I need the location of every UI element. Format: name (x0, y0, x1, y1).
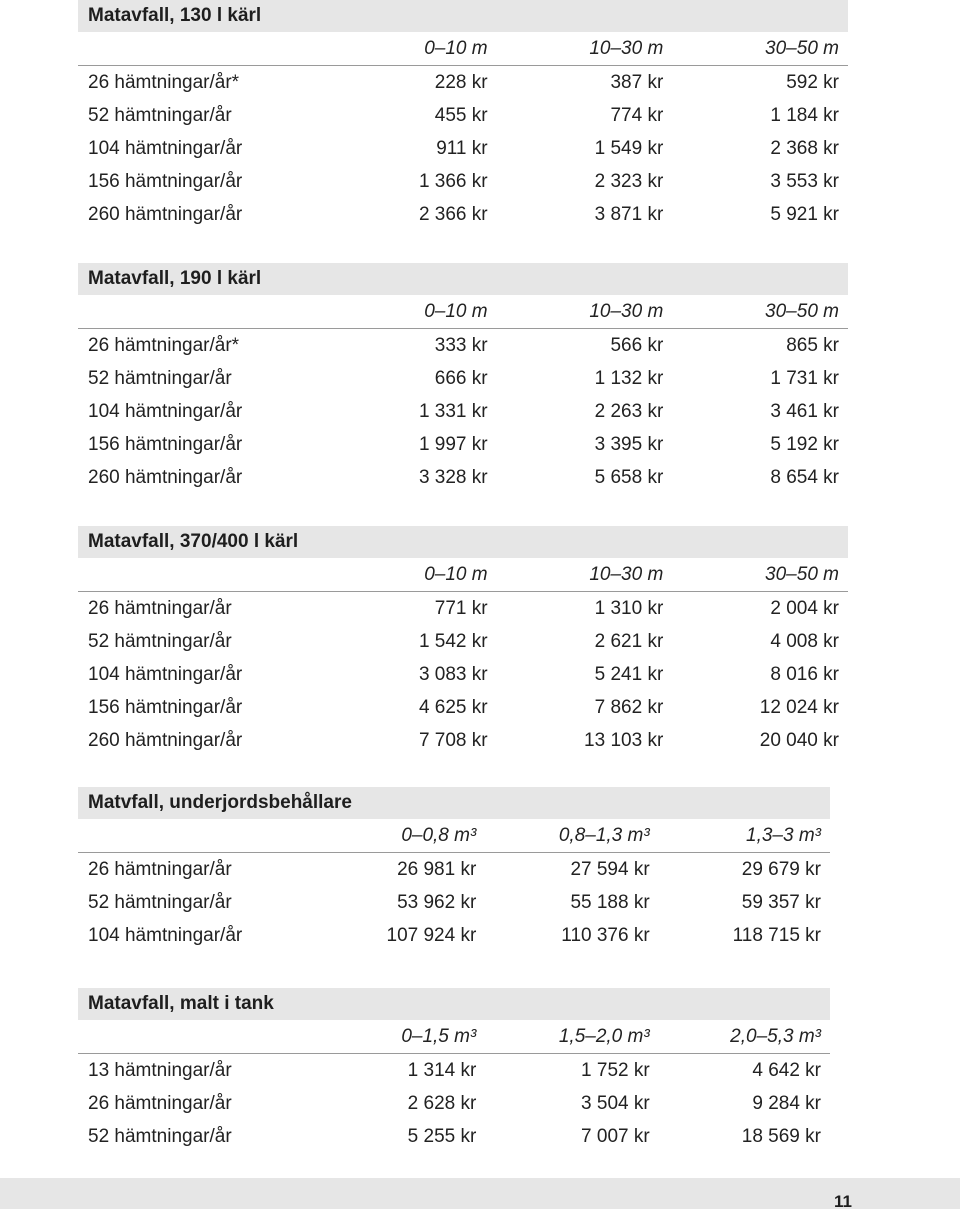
column-header: 0–10 m (424, 300, 488, 322)
price-cell: 118 715 kr (732, 924, 821, 946)
row-label: 52 hämtningar/år (88, 1125, 232, 1147)
table-row (78, 198, 848, 231)
price-cell: 3 553 kr (770, 170, 839, 192)
table-row (78, 132, 848, 165)
header-row (78, 295, 848, 329)
price-cell: 774 kr (610, 104, 664, 126)
row-label: 104 hämtningar/år (88, 924, 243, 946)
column-header: 30–50 m (765, 300, 839, 322)
column-header: 30–50 m (765, 563, 839, 585)
header-row (78, 32, 848, 66)
row-label: 260 hämtningar/år (88, 203, 243, 225)
row-label: 260 hämtningar/år (88, 466, 243, 488)
section-title: Matavfall, 370/400 l kärl (78, 526, 848, 558)
column-header: 0–10 m (424, 563, 488, 585)
table-row (78, 1087, 830, 1120)
price-cell: 110 376 kr (561, 924, 650, 946)
row-label: 26 hämtningar/år (88, 597, 232, 619)
header-row (78, 819, 830, 853)
column-header: 30–50 m (765, 37, 839, 59)
row-label: 104 hämtningar/år (88, 663, 243, 685)
price-cell: 29 679 kr (741, 858, 821, 880)
price-cell: 5 241 kr (594, 663, 664, 685)
header-blank (78, 558, 342, 592)
price-cell: 1 997 kr (418, 433, 488, 455)
column-header: 0–1,5 m³ (401, 1025, 477, 1047)
row-label: 156 hämtningar/år (88, 696, 243, 718)
price-cell: 2 366 kr (418, 203, 488, 225)
price-cell: 107 924 kr (386, 924, 477, 946)
price-cell: 7 862 kr (594, 696, 664, 718)
price-cell: 5 658 kr (594, 466, 664, 488)
price-cell: 55 188 kr (570, 891, 650, 913)
row-label: 104 hämtningar/år (88, 400, 243, 422)
price-cell: 3 461 kr (770, 400, 839, 422)
price-cell: 865 kr (786, 334, 839, 356)
price-cell: 1 542 kr (418, 630, 488, 652)
table-row (78, 395, 848, 428)
table-row (78, 165, 848, 198)
price-cell: 26 981 kr (397, 858, 477, 880)
header-blank (78, 32, 342, 66)
section-title: Matavfall, 190 l kärl (78, 263, 848, 295)
row-label: 13 hämtningar/år (88, 1059, 232, 1081)
row-label: 52 hämtningar/år (88, 104, 232, 126)
price-cell: 3 395 kr (594, 433, 664, 455)
price-cell: 333 kr (434, 334, 488, 356)
price-cell: 228 kr (434, 71, 488, 93)
price-cell: 59 357 kr (741, 891, 821, 913)
row-label: 26 hämtningar/år* (88, 71, 240, 93)
table-row (78, 66, 848, 100)
table-row (78, 1054, 830, 1088)
row-label: 156 hämtningar/år (88, 170, 243, 192)
column-header: 0–0,8 m³ (401, 824, 477, 846)
price-cell: 1 314 kr (407, 1059, 477, 1081)
table-row (78, 592, 848, 626)
price-cell: 18 569 kr (741, 1125, 821, 1147)
column-header: 10–30 m (589, 300, 664, 322)
price-cell: 20 040 kr (759, 729, 839, 751)
price-cell: 1 184 kr (770, 104, 839, 126)
table-row (78, 1120, 830, 1153)
price-section (78, 526, 848, 757)
table-row (78, 461, 848, 494)
price-cell: 13 103 kr (584, 729, 664, 751)
column-header: 0–10 m (424, 37, 488, 59)
header-blank (78, 295, 342, 329)
price-cell: 2 368 kr (770, 137, 839, 159)
table-row (78, 362, 848, 395)
price-cell: 27 594 kr (570, 858, 650, 880)
price-table (78, 295, 848, 494)
price-cell: 8 016 kr (770, 663, 839, 685)
column-header: 2,0–5,3 m³ (730, 1025, 821, 1047)
price-cell: 3 328 kr (418, 466, 488, 488)
column-header: 0,8–1,3 m³ (558, 824, 650, 846)
header-blank (78, 1020, 319, 1054)
table-row (78, 919, 830, 952)
row-label: 26 hämtningar/år (88, 858, 232, 880)
table-row (78, 886, 830, 919)
column-header: 10–30 m (589, 563, 664, 585)
price-cell: 3 871 kr (594, 203, 664, 225)
price-cell: 3 504 kr (581, 1092, 650, 1114)
price-cell: 9 284 kr (752, 1092, 821, 1114)
price-cell: 387 kr (610, 71, 664, 93)
row-label: 52 hämtningar/år (88, 630, 232, 652)
price-cell: 7 007 kr (581, 1125, 650, 1147)
price-cell: 2 323 kr (594, 170, 664, 192)
row-label: 104 hämtningar/år (88, 137, 243, 159)
row-label: 26 hämtningar/år* (88, 334, 240, 356)
price-cell: 666 kr (434, 367, 488, 389)
price-cell: 2 628 kr (407, 1092, 477, 1114)
price-table (78, 32, 848, 231)
table-row (78, 329, 848, 363)
table-row (78, 625, 848, 658)
price-cell: 4 642 kr (752, 1059, 821, 1081)
price-cell: 1 752 kr (581, 1059, 650, 1081)
section-title: Matavfall, 130 l kärl (78, 0, 848, 32)
price-cell: 1 331 kr (418, 400, 488, 422)
price-cell: 771 kr (434, 597, 488, 619)
table-row (78, 724, 848, 757)
price-cell: 1 549 kr (594, 137, 664, 159)
price-cell: 8 654 kr (770, 466, 839, 488)
price-cell: 592 kr (786, 71, 839, 93)
column-header: 10–30 m (589, 37, 664, 59)
table-row (78, 691, 848, 724)
price-section (78, 787, 830, 952)
price-section (78, 0, 848, 231)
price-cell: 3 083 kr (418, 663, 488, 685)
table-row (78, 428, 848, 461)
column-header: 1,3–3 m³ (746, 824, 821, 846)
price-table (78, 558, 848, 757)
footer-bar (0, 1178, 960, 1209)
price-cell: 5 192 kr (770, 433, 839, 455)
header-row (78, 558, 848, 592)
column-header: 1,5–2,0 m³ (558, 1025, 650, 1047)
price-cell: 1 132 kr (594, 367, 664, 389)
price-cell: 4 625 kr (418, 696, 488, 718)
table-row (78, 853, 830, 887)
price-cell: 566 kr (610, 334, 664, 356)
price-cell: 911 kr (436, 137, 488, 159)
price-section (78, 263, 848, 494)
price-cell: 4 008 kr (770, 630, 839, 652)
price-cell: 2 263 kr (594, 400, 664, 422)
row-label: 52 hämtningar/år (88, 891, 232, 913)
table-row (78, 99, 848, 132)
price-cell: 53 962 kr (397, 891, 477, 913)
price-cell: 5 255 kr (407, 1125, 477, 1147)
price-cell: 7 708 kr (418, 729, 488, 751)
section-title: Matavfall, malt i tank (78, 988, 830, 1020)
row-label: 260 hämtningar/år (88, 729, 243, 751)
row-label: 26 hämtningar/år (88, 1092, 232, 1114)
price-cell: 12 024 kr (759, 696, 839, 718)
price-cell: 5 921 kr (770, 203, 839, 225)
price-cell: 1 310 kr (594, 597, 664, 619)
header-blank (78, 819, 319, 853)
price-section (78, 988, 830, 1153)
page-number: 11 (834, 1192, 852, 1211)
row-label: 52 hämtningar/år (88, 367, 232, 389)
price-cell: 1 366 kr (418, 170, 488, 192)
price-table (78, 819, 830, 952)
table-row (78, 658, 848, 691)
price-cell: 2 004 kr (770, 597, 839, 619)
header-row (78, 1020, 830, 1054)
price-table (78, 1020, 830, 1153)
price-cell: 455 kr (434, 104, 488, 126)
price-cell: 1 731 kr (770, 367, 839, 389)
row-label: 156 hämtningar/år (88, 433, 243, 455)
section-title: Matvfall, underjordsbehållare (78, 787, 830, 819)
price-cell: 2 621 kr (594, 630, 664, 652)
